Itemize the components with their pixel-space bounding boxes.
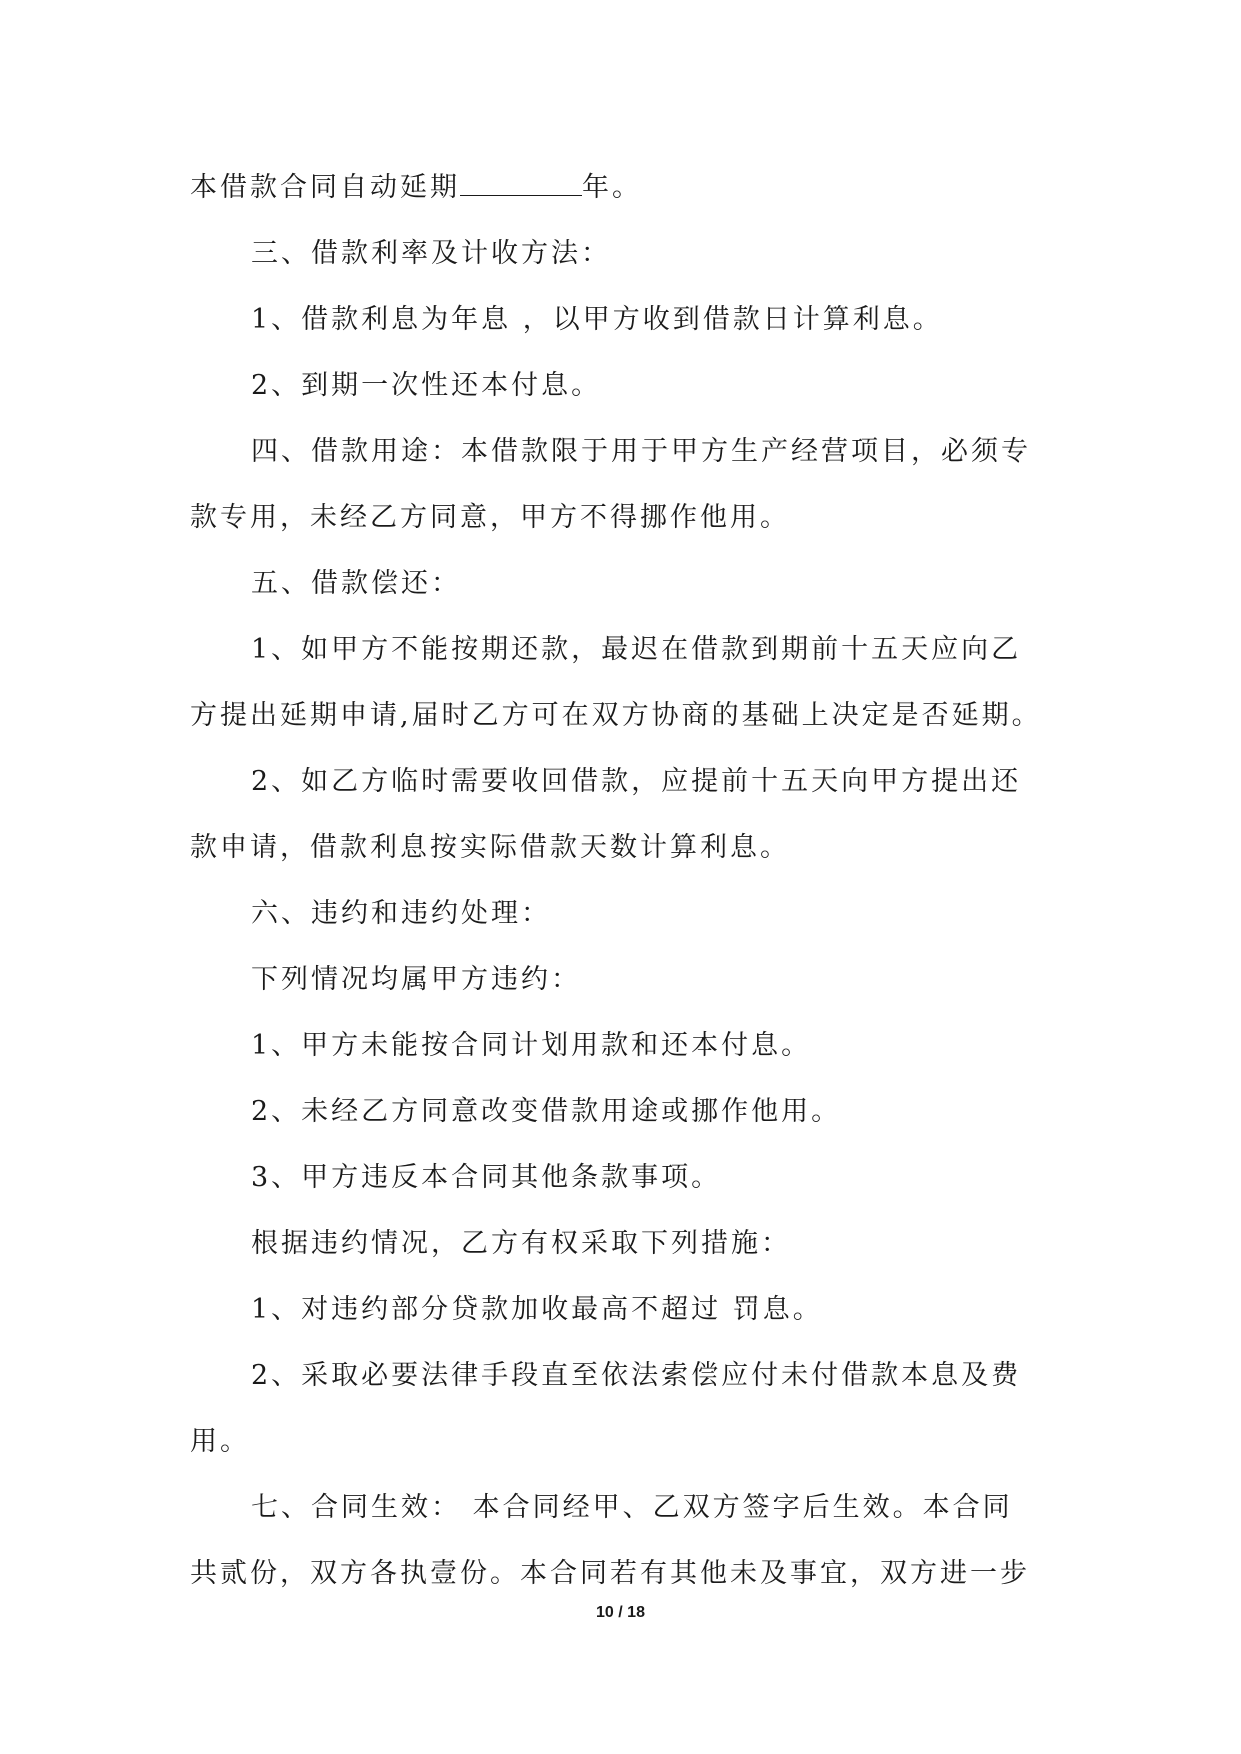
- text-line: 根据违约情况，乙方有权采取下列措施：: [251, 1228, 791, 1259]
- contract-body: [190, 155, 1056, 1607]
- text-line: 共贰份，双方各执壹份。本合同若有其他未及事宜，双方进一步: [190, 1558, 1030, 1589]
- text-line: 1、借款利息为年息 ，以甲方收到借款日计算利息。: [251, 304, 943, 335]
- section-heading-breach: 六、违约和违约处理：: [251, 898, 551, 929]
- text-line: 2、未经乙方同意改变借款用途或挪作他用。: [251, 1096, 842, 1127]
- text-segment: 本借款合同自动延期: [190, 172, 460, 203]
- text-line-extension: [190, 155, 1056, 221]
- text-line: 2、采取必要法律手段直至依法索偿应付未付借款本息及费: [251, 1360, 1022, 1391]
- text-line: 2、到期一次性还本付息。: [251, 370, 602, 401]
- section-heading-repayment: 五、借款偿还：: [251, 568, 461, 599]
- section-heading-interest: 三、借款利率及计收方法：: [251, 238, 611, 269]
- text-line: 1、对违约部分贷款加收最高不超过 罚息。: [251, 1294, 823, 1325]
- text-line: 款申请，借款利息按实际借款天数计算利息。: [190, 832, 790, 863]
- section-heading-purpose: 四、借款用途：本借款限于用于甲方生产经营项目，必须专: [251, 436, 1031, 467]
- text-line: 3、甲方违反本合同其他条款事项。: [251, 1162, 722, 1193]
- section-heading-effect: 七、合同生效： 本合同经甲、乙双方签字后生效。本合同: [251, 1492, 1013, 1523]
- text-line: 2、如乙方临时需要收回借款，应提前十五天向甲方提出还: [251, 766, 1022, 797]
- text-line: 1、甲方未能按合同计划用款和还本付息。: [251, 1030, 812, 1061]
- page-number: 10 / 18: [596, 1604, 645, 1621]
- text-line: 方提出延期申请,届时乙方可在双方协商的基础上决定是否延期。: [190, 700, 1042, 731]
- text-line: 款专用，未经乙方同意，甲方不得挪作他用。: [190, 502, 790, 533]
- text-line: 1、如甲方不能按期还款，最迟在借款到期前十五天应向乙: [251, 634, 1022, 665]
- text-line: 下列情况均属甲方违约：: [251, 964, 581, 995]
- text-line: 用。: [190, 1426, 250, 1457]
- text-segment: 年。: [582, 172, 642, 203]
- fill-in-blank: [460, 171, 582, 196]
